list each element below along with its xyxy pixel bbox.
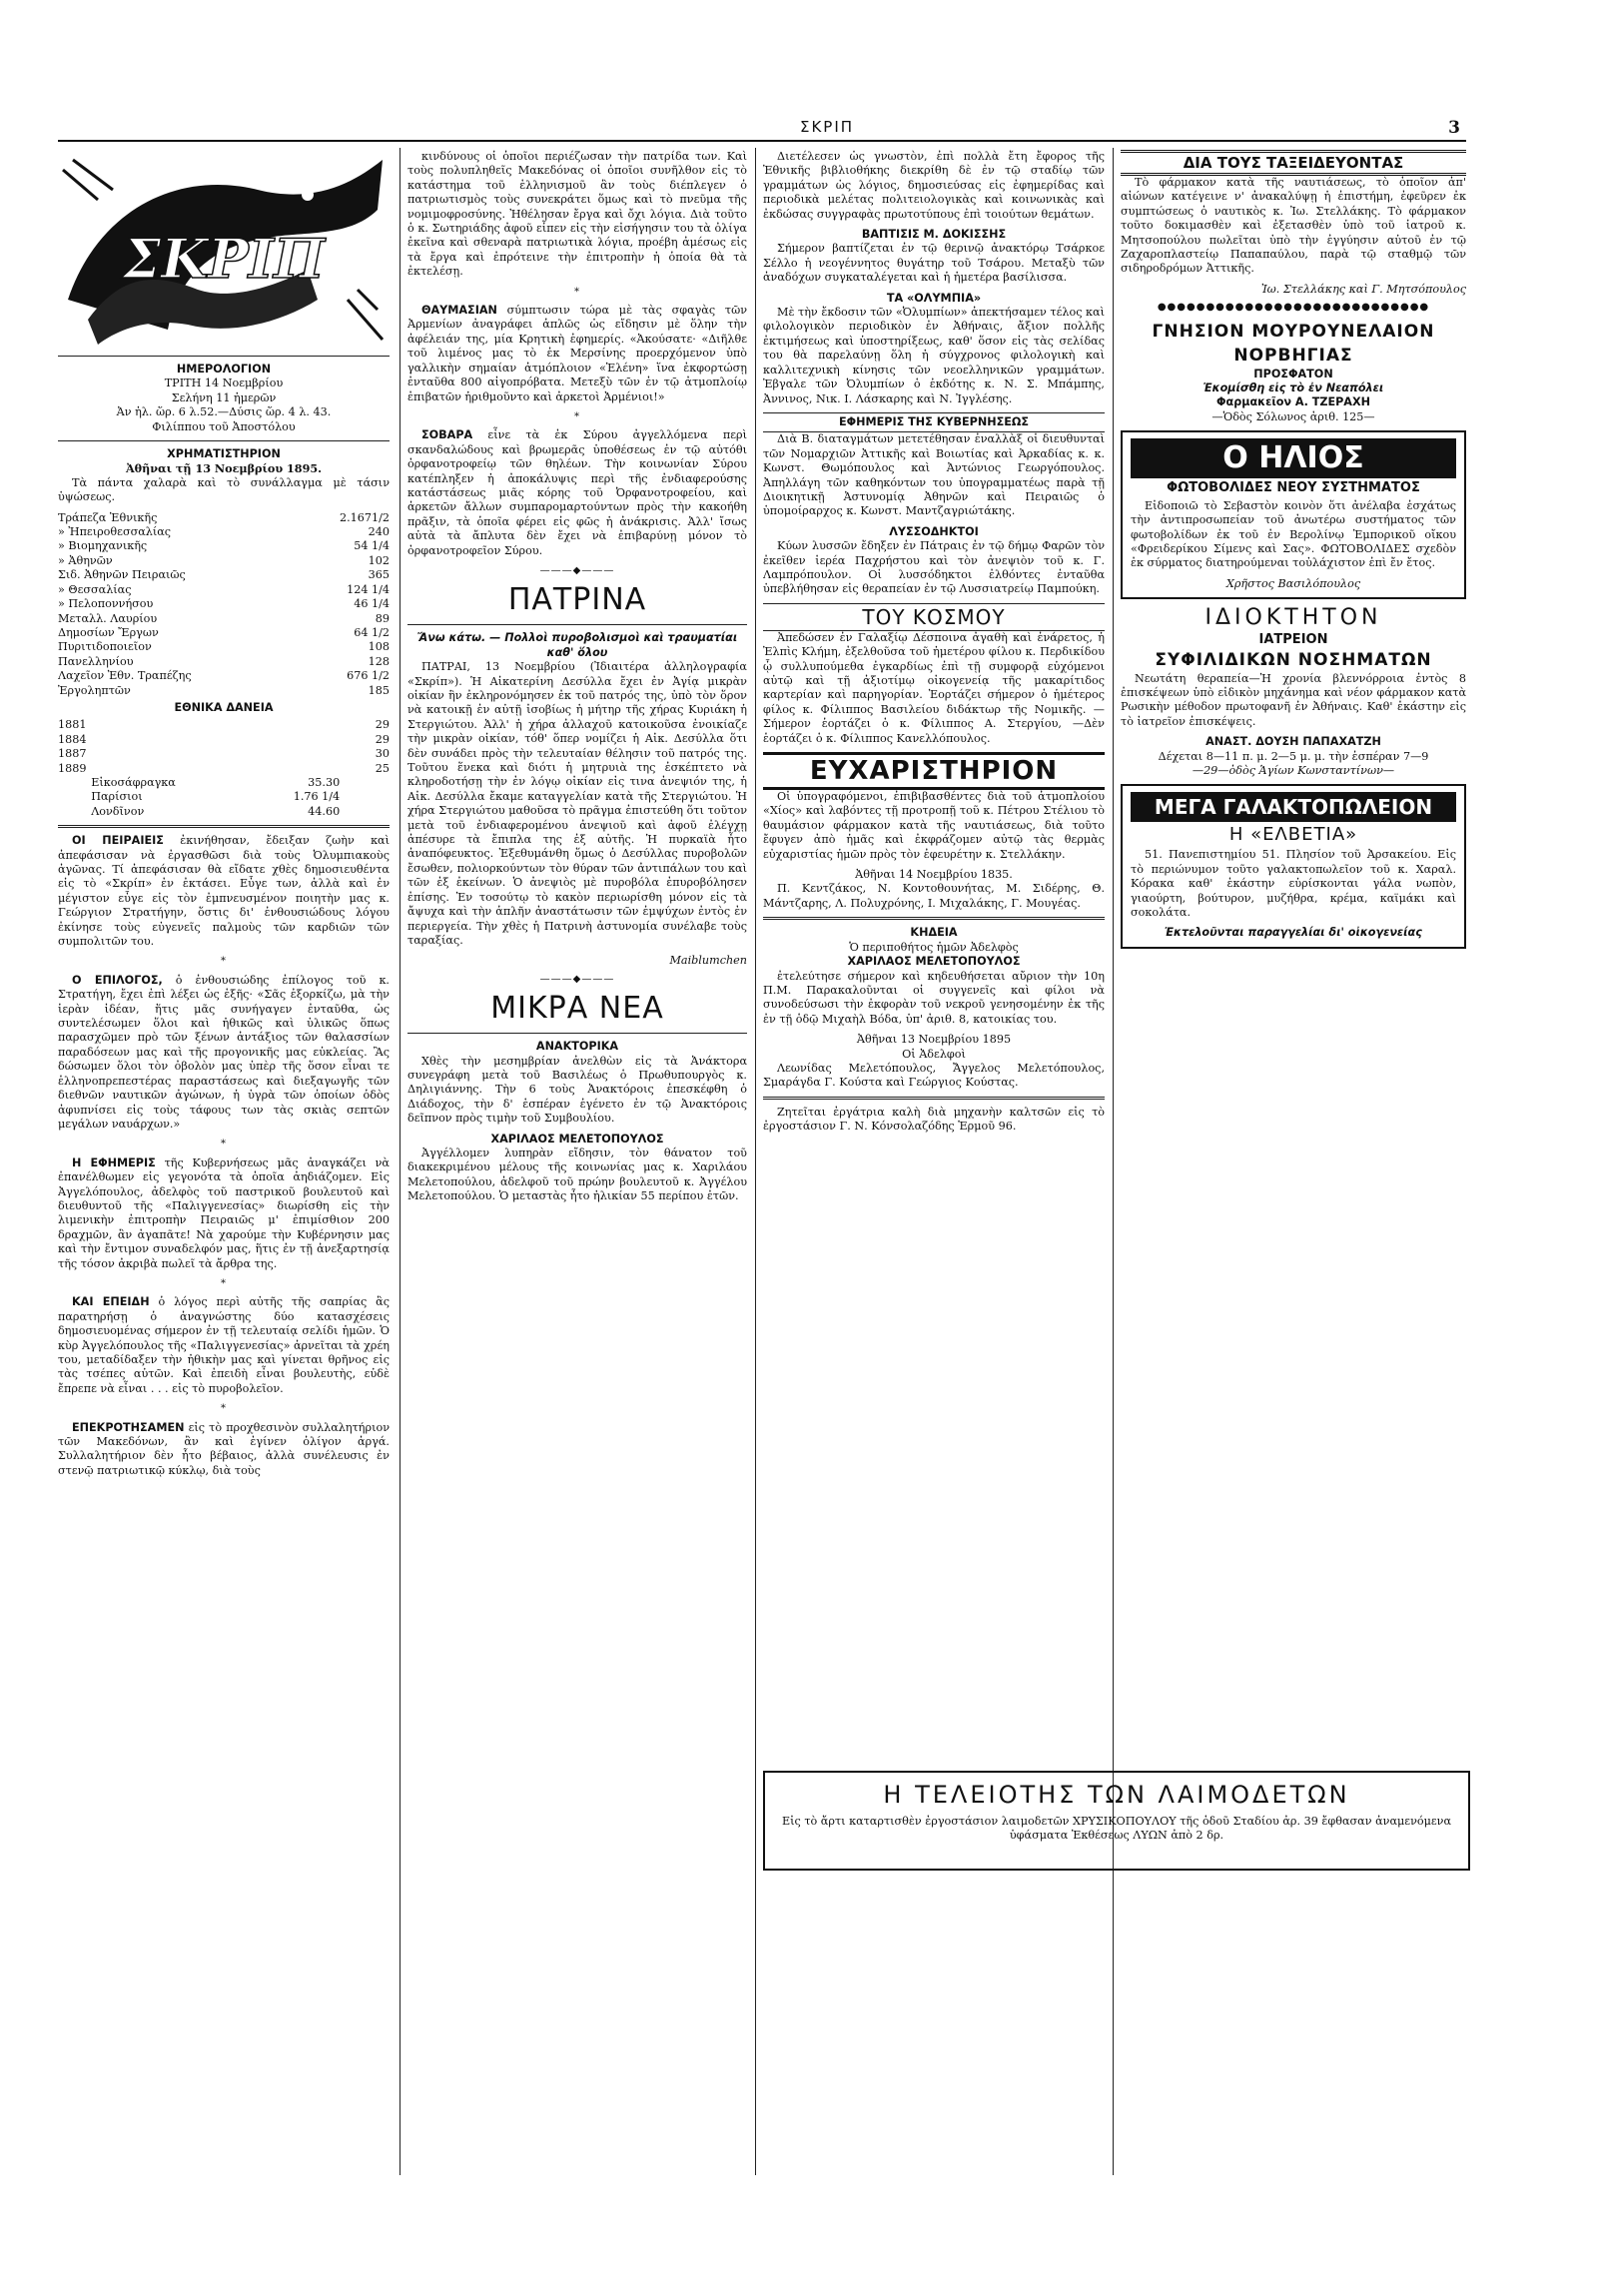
exchange-row-label: » Ἠπειροθεσσαλίας bbox=[58, 525, 172, 539]
epilogos-lead: Ο ΕΠΙΛΟΓΟΣ, bbox=[72, 973, 163, 987]
patrina-signature: Maiblumchen bbox=[669, 954, 747, 968]
ad5-text: 51. Πανεπιστημίου 51. Πλησίον τοῦ Ἀρσακείου. Εἰς τὸ περιώνυμον τοῦτο γαλακτοπωλεῖον τοῦ κ. Χαραλ. Κόρακα καθ' ἑκάστην εὑρίσκονται γάλα νωπὸν, γιαούρτη, βούτυρον, μυζήθρα, κρέμα, καϊμάκι καὶ σοκολάτα. bbox=[1131, 848, 1456, 919]
ad2-line: Ἐκομίσθη εἰς τὸ ἐν Νεαπόλει bbox=[1202, 382, 1384, 395]
thaumasian-text: σύμπτωσιν τώρα μὲ τὰς σφαγὰς τῶν Ἀρμενίων ἀναγράφει ἁπλῶς ὡς εἴδησιν μὲ ὅλην τὴν ἀφέλειάν της, μία Κρητικὴ ἐφημερίς. «Ἀκούσατε· «Διῆλθε τοῦ λιμένος μας τὸ ἐκ Μερσίνης προερχόμενον ὑπὸ γαλλικὴν σημαίαν ἀτμόπλοιον «Ἑλένη» ἵνα ἐκφορτώσῃ ἐνταῦθα 800 αἰγοπρόβατα. Μετεξὺ τῶν ἐν τῷ ἀτμοπλοίῳ ἐπιβατῶν ἠριθμοῦντο καὶ ἀρκετοὶ Ἀρμένιοι!» bbox=[407, 304, 747, 403]
loan-row-value: 29 bbox=[375, 718, 390, 732]
exchange-row bbox=[58, 525, 390, 539]
col2-text: κινδύνους οἱ ὁποῖοι περιέζωσαν τὴν πατρίδα των. Καὶ τοὺς πολυπληθεῖς Μακεδόνας οἱ ὁποῖοι συνῆλθον εἰς τὸ κατάστημα τοῦ ἑλληνισμοῦ ἂν τοὺς διέπλεγεν ὁ πατριωτισμὸς τοὺς συνεκράτει ὅμως καὶ τὸ πνεῦμα τῆς νομιμοφροσύνης. Ἠθέλησαν ἔργα καὶ ὄχι λόγια. Διὰ τοῦτο ὁ κ. Σωτηριάδης ἀφοῦ εἶπεν εἰς τὴν εἰσήγησιν του τὰ ὀλίγα ἐκεῖνα καὶ σθεναρὰ πατριωτικὰ λόγια, προέβη ἀμέσως εἰς τὰ ἔργα καὶ ἐπρότεινε τὴν ἐπιτροπὴν ἡ ὁποία θὰ τὰ ἐκτελέσῃ. bbox=[407, 150, 747, 279]
peiraieis-lead: ΟΙ ΠΕΙΡΑΙΕΙΣ bbox=[72, 834, 164, 848]
exchange-row bbox=[58, 568, 390, 582]
calendar-moon: Σελήνη 11 ἡμερῶν bbox=[171, 390, 277, 404]
ad5-title: ΜΕΓΑ ΓΑΛΑΚΤΟΠΩΛΕΙΟΝ bbox=[1131, 792, 1456, 822]
ad4-address: —29—ὁδὸς Ἁγίων Κωνσταντίνων— bbox=[1192, 763, 1395, 777]
kideia-name: ΧΑΡΙΛΑΟΣ ΜΕΛΕΤΟΠΟΥΛΟΣ bbox=[847, 955, 1021, 969]
exchange-row-value: 365 bbox=[368, 568, 390, 582]
column-3 bbox=[763, 150, 1105, 1141]
ad5-subtitle: Η «ΕΛΒΕΤΙΑ» bbox=[1228, 824, 1358, 846]
ad2-title: ΓΝΗΣΙΟΝ ΜΟΥΡΟΥΝΕΛΑΙΟΝ ΝΟΡΒΗΓΙΑΣ bbox=[1152, 321, 1435, 366]
exchange-row-label: Πανελληνίου bbox=[58, 654, 134, 668]
sovara-lead: ΣΟΒΑΡΑ bbox=[421, 428, 473, 442]
column-1: ΣΚΡΙΠ ΗΜΕΡΟΛΟΓΙΟΝ ΤΡΙΤΗ 14 Νοεμβρίου Σελήνη 11 ἡμερῶν Ἀν ἡλ. ὥρ. 6 λ.52.—Δύσις ὥρ. 4 λ. 43. Φιλίππου τοῦ Ἀποστόλου ΧΡΗΜΑΤΙΣΤΗΡΙΟΝ Ἀθῆναι τῇ 13 Νοεμβρίου 1895. Τὰ πάντα χαλαρὰ καὶ τὸ συνάλλαγμα μὲ τάσιν ὑψώσεως. Τράπεζα Ἐθνικῆς 2.1671/2 » Ἠπειροθεσσαλίας 240 » Βιομηχανικῆς 54 1/4 » Ἀθηνῶν 102 Σιδ. Ἀθηνῶν Πειραιῶς 365 » Θεσσαλίας 124 1/4 » Πελοποννήσου 46 1/4 Μεταλλ. Λαυρίου 89 Δημοσίων Ἔργων 64 1/2 Πυριτιδοποιεῖον 108 Πανελληνίου 128 Λαχεῖον Ἐθν. Τραπέζης 676 1/2 Ἐργοληπτῶν 185 ΕΘΝΙΚΑ ΔΑΝΕΙΑ 1881 29 1884 29 1887 30 1889 25 Εἰκοσάφραγκα 35.30 Παρίσιοι 1.76 1/4 Λονδῖνον 44.60 ΟΙ ΠΕΙΡΑΙΕΙΣ ἐκινήθησαν, ἔδειξαν ζωὴν καὶ ἀπεφάσισαν νὰ ἐργασθῶσι διὰ τοὺς Ὀλυμπιακοὺς ἀγῶνας. Τί ἀπεφάσισαν θὰ εἴδατε χθὲς δημοσιευθέντα εἰς τὸ «Σκρίπ» ἐν ἐκτάσει. Εὖγε των, ἀλλὰ καὶ ἐν μέγιστον εὖγε εἰς τὸν ἐμπνευσμένον ποιητὴν μας κ. Γεώργιον Στρατήγην, ὅστις δι' ἐνθουσιώδους λόγου ἐκίνησε τοὺς εὐγενεῖς παλμοὺς τῶν καρδιῶν τῶν συμπολιτῶν του. * Ο ΕΠΙΛΟΓΟΣ, ὁ ἐνθουσιώδης ἐπίλογος τοῦ κ. Στρατήγη, ἔχει ἐπὶ λέξει ὡς ἑξῆς· «Σᾶς ἐξορκίζω, μὰ τὴν ἱερὰν ἰδέαν, ἥτις μᾶς συνήγαγεν ἐνταῦθα, ὡς συντελέσωμεν ὅλοι καὶ ἠθικῶς καὶ ὑλικῶς ὅπως παρασχῶμεν πρὸ τῶν ξένων ἀντάξιος τῶν θαλασσίων παραδόσεων μας καὶ τῆς προγονικῆς μας εὐκλείας. Ἂς δώσωμεν ὅλοι τὸν ὀβολὸν μας ὑπὲρ τῆς ὅσον εἶναι τε ἑλληνοπρεπεστέρας παραστάσεως καὶ διεξαγωγῆς τῶν διεθνῶν ναυτικῶν ἀγώνων, ἡ ὑγρὰ τῶν ὁποίων ὁδὸς ἀφυπνίσει εἰς τοὺς τάφους των τὰς σκιὰς σεπτῶν μεγάλων ναυάρχων.» * Η ΕΦΗΜΕΡΙΣ τῆς Κυβερνήσεως μᾶς ἀναγκάζει νὰ ἐπανέλθωμεν εἰς γεγονότα τὰ ὁποῖα ἀηδιάζομεν. Εἰς Ἀγγελόπουλος, ἀδελφὸς τοῦ παστρικοῦ βουλευτοῦ καὶ διευθυντοῦ τῆς «Παλιγγενεσίας» διωρίσθη εἰς τὴν λιμενικὴν ἐπιτροπὴν Πειραιῶς μ' ἐπιμίσθιον 200 δραχμῶν, ἂν ἀγαπᾶτε! Νὰ χαρούμε τὴν Κυβέρνησιν μας καὶ τὴν ἔντιμον συναδελφόν μας, ἥτις ἐν τῇ ἀνεξαρτησίᾳ τῆς τόσον ἀκριβὰ πωλεῖ τὰ ἄρθρα της. * ΚΑΙ ΕΠΕΙΔΗ ὁ λόγος περὶ αὐτῆς τῆς σαπρίας ἂς παρατηρήσῃ ὁ ἀναγνώστης δύο κατασχέσεις δημοσιευομένας σήμερον ἐν τῇ τελευταίᾳ σελίδι ἡμῶν. Ὁ κὺρ Ἀγγελόπουλος τῆς «Παλιγγενεσίας» ἀρνεῖται τὰ χρέη του, μεταδίδαξεν τὴν ἠθικὴν μας καὶ γίνεται θρῆνος εἰς τὰς τσέπες αὐτῶν. Καὶ ἐπειδὴ εἶναι βουλευτὴς, εὐδὲ ἔπρεπε νὰ εἶναι . . . εἰς τὸ πυροβολεῖον. * ΕΠΕΚΡΟΤΗΣΑΜΕΝ εἰς τὸ προχθεσινὸν συλλαλητήριον τῶν Μακεδόνων, ἂν καὶ ἐγίνεν ὀλίγον ἀργά. Συλλαλητήριον δὲν ἦτο βέβαιος, ἀλλὰ συνέλευσις ἐν στενῷ πατριωτικῷ κύκλῳ, διὰ τοὺς bbox=[58, 150, 390, 1484]
patrina-title: ΠΑΤΡΙΝΑ bbox=[507, 582, 647, 618]
loans-title: ΕΘΝΙΚΑ ΔΑΝΕΙΑ bbox=[174, 700, 274, 714]
kideia-text: ἐτελεύτησε σήμερον καὶ κηδευθήσεται αὔριον τὴν 10η Π.Μ. Παρακαλοῦνται οἱ συγγενεῖς καὶ φίλοι νὰ συνοδεύσωσι τὴν ἐκφορὰν τοῦ νεκροῦ γενησομένην ἐκ τῆς ἐν τῇ ὁδῷ Μιχαὴλ Βόδα, ὑπ' ἀριθ. 8, κατοικίας του. bbox=[763, 969, 1105, 1026]
exchange-row-label: » Βιομηχανικῆς bbox=[58, 539, 148, 553]
exchange-row-label: Τράπεζα Ἐθνικῆς bbox=[58, 510, 158, 524]
lyssodiktoi-text: Κύων λυσσῶν ἔδηξεν ἐν Πάτραις ἐν τῷ δήμῳ Φαρῶν τὸν ἐκεῖθεν ἱερέα Παχρήστου καὶ τὸν ἀνεψιὸν τοῦ κ. Γ. Λαμπρόπουλον. Οἱ λυσσόδηκτοι ἐλθόντες ἐνταῦθα ὑπεβλήθησαν εἰς θεραπείαν ἐν τῷ Λυσσιατρείῳ Παμπούκη. bbox=[763, 539, 1105, 596]
lyssodiktoi-title: ΛΥΣΣΟΔΗΚΤΟΙ bbox=[889, 524, 979, 538]
exchange-row bbox=[58, 655, 390, 669]
olympia-title: ΤΑ «ΟΛΥΜΠΙΑ» bbox=[886, 291, 982, 305]
ad1-signature: Ἰω. Στελλάκης καὶ Γ. Μητσόπουλος bbox=[1260, 282, 1466, 296]
exchange-row-value: 2.1671/2 bbox=[339, 510, 390, 524]
ad4-doctor: ΑΝΑΣΤ. ΔΟΥΣΗ ΠΑΠΑΧΑΤΖΗ bbox=[1205, 735, 1381, 749]
ad3-signature: Χρῆστος Βασιλόπουλος bbox=[1225, 576, 1361, 590]
fx-row bbox=[91, 776, 340, 790]
exchange-row-label: Δημοσίων Ἔργων bbox=[58, 625, 159, 639]
bottom-advertisement bbox=[763, 1771, 1470, 1871]
calendar-sun: Ἀν ἡλ. ὥρ. 6 λ.52.—Δύσις ὥρ. 4 λ. 43. bbox=[116, 405, 332, 419]
bottom-ad-text: Εἰς τὸ ἄρτι καταρτισθὲν ἐργοστάσιον λαιμοδετῶν ΧΡΥΣΙΚΟΠΟΥΛΟΥ τῆς ὁδοῦ Σταδίου ἀρ. 39 ἔφθασαν ἀναμενόμενα ὑφάσματα Ἐκθέσεως ΛΥΩΝ ἀπὸ 2 δρ. bbox=[781, 1815, 1452, 1843]
exchange-row bbox=[58, 640, 390, 654]
exchange-row-value: 124 1/4 bbox=[347, 582, 390, 596]
exchange-row bbox=[58, 669, 390, 683]
efxaristirion-date: Ἀθῆναι 14 Νοεμβρίου 1835. bbox=[855, 868, 1013, 882]
olympia-text: Μὲ τὴν ἔκδοσιν τῶν «Ὀλυμπίων» ἀπεκτήσαμεν τέλος καὶ φιλολογικὸν περιοδικὸν ἐν Ἀθήναις, ἄξιον πολλῆς ἐκτιμήσεως καὶ ὑποστηρίξεως, καθ' ὅσον εἰς τὰς σελίδας του θὰ παρελαύνῃ ὅλη ἡ σύγχρονος φιλολογικὴ καὶ καλλιτεχνικὴ κίνησις τῶν νεοελληνικῶν γραμμάτων. Ἐβγαλε τῶν Ὀλυμπίων ὁ ἐκδότης κ. Ν. Σ. Μπάμπης, Ἀννινος, Νικ. Ι. Λάσκαρης καὶ Ν. Ἰγγλέσης. bbox=[763, 306, 1105, 405]
exchange-row-value: 185 bbox=[368, 683, 390, 697]
anaktorika-text: Χθὲς τὴν μεσημβρίαν ἀνελθὼν εἰς τὰ Ἀνάκτορα συνεγράφη μετὰ τοῦ Βασιλέως ὁ Πρωθυπουργὸς κ. Δηλιγιάννης. Τὴν 6 τοὺς Ἀνακτόροις ἐπεσκέφθη ὁ Διάδοχος, τὴν δ' ἑσπέραν ἐγένετο ἐν τῷ Ἀνακτόροις δεῖπνον πρὸς τιμὴν τοῦ Συμβουλίου. bbox=[407, 1054, 747, 1126]
exchange-row bbox=[58, 539, 390, 553]
exchange-row-value: 54 1/4 bbox=[354, 539, 390, 553]
ad3-box bbox=[1121, 430, 1466, 599]
exchange-row-label: » Πελοποννήσου bbox=[58, 597, 154, 611]
loan-row bbox=[58, 762, 390, 776]
exchange-row bbox=[58, 511, 390, 525]
loan-row-value: 29 bbox=[375, 732, 390, 746]
fx-row-value: 35.30 bbox=[308, 775, 341, 789]
loan-row bbox=[58, 747, 390, 761]
column-rule bbox=[755, 148, 756, 2175]
ad2-pharmacy: Φαρμακεῖον Α. ΤΖΕΡΑΧΗ bbox=[1216, 395, 1370, 409]
exchange-row bbox=[58, 583, 390, 597]
exchange-row-value: 128 bbox=[368, 654, 390, 668]
fx-table bbox=[91, 776, 340, 819]
ad4-title: ΙΔΙΟΚΤΗΤΟΝ bbox=[1204, 605, 1382, 631]
death-title: ΧΑΡΙΛΑΟΣ ΜΕΛΕΤΟΠΟΥΛΟΣ bbox=[490, 1132, 664, 1146]
exchange-row-value: 676 1/2 bbox=[347, 669, 390, 683]
kideia-signed: Οἱ Ἀδελφοὶ bbox=[902, 1047, 966, 1061]
kai-epeidi-text: ὁ λόγος περὶ αὐτῆς τῆς σαπρίας ἂς παρατηρήσῃ ὁ ἀναγνώστης δύο κατασχέσεις δημοσιευομένας σήμερον ἐν τῇ τελευταίᾳ σελίδι ἡμῶν. Ὁ κὺρ Ἀγγελόπουλος τῆς «Παλιγγενεσίας» ἀρνεῖται τὰ χρέη του, μεταδίδαξεν τὴν ἠθικὴν μας καὶ γίνεται θρῆνος εἰς τὰς τσέπες αὐτῶν. Καὶ ἐπειδὴ εἶναι βουλευτὴς, εὐδὲ ἔπρεπε νὰ εἶναι . . . εἰς τὸ πυροβολεῖον. bbox=[58, 1295, 390, 1395]
page-number: 3 bbox=[1448, 118, 1460, 138]
kai-epeidi-lead: ΚΑΙ ΕΠΕΙΔΗ bbox=[72, 1295, 150, 1309]
ad1-text: Τὸ φάρμακον κατὰ τῆς ναυτιάσεως, τὸ ὁποῖον ἀπ' αἰώνων κατέγεινε ν' ἀνακαλύψῃ ἡ ἐπιστήμη, ἐφεῦρεν ἐκ συμπτώσεως ὁ ναυτικὸς κ. Ἰω. Στελλάκης. Τὸ φάρμακον τοῦτο δοκιμασθὲν καὶ ἐξετασθὲν ὑπὸ τοῦ ἰατροῦ κ. Μητσοπούλου πωλεῖται ὑπὸ τὴν ἐγγύησιν αὐτοῦ ἐν τῷ Ζαχαροπλαστείῳ Παπαπαύλου, παρὰ τῷ σταθμῷ τῶν σιδηροδρόμων Ἀττικῆς. bbox=[1121, 176, 1466, 276]
exchange-row-label: Πυριτιδοποιεῖον bbox=[58, 640, 152, 654]
thaumasian-lead: ΘΑΥΜΑΣΙΑΝ bbox=[421, 304, 497, 318]
patrina-subtitle: Ἄνω κάτω. — Πολλοὶ πυροβολισμοὶ καὶ τραυματίαι καθ' ὅλου bbox=[416, 631, 738, 659]
ad1-title: ΔΙΑ ΤΟΥΣ ΤΑΞΕΙΔΕΥΟΝΤΑΣ bbox=[1121, 150, 1466, 176]
exchange-row bbox=[58, 626, 390, 640]
exchange-row bbox=[58, 684, 390, 698]
exchange-row-value: 89 bbox=[375, 611, 390, 625]
ad3-text: Εἰδοποιῶ τὸ Σεβαστὸν κοινὸν ὅτι ἀνέλαβα ἐσχάτως τὴν ἀντιπροσωπείαν τοῦ ἀνωτέρω συστήματος τῶν φωτοβολίδων ἐκ τοῦ ἐν Βερολίνῳ Ἐμπορικοῦ οἴκου «Φρειδερίκου Σίμενς καὶ Σας». ΦΩΤΟΒΟΛΙΔΕΣ σχεδὸν ἐκ σύρματος διατηρούμεναι τοὐλάχιστον ἐπὶ ἔν ἔτος. bbox=[1131, 498, 1456, 570]
exchange-row-label: Σιδ. Ἀθηνῶν Πειραιῶς bbox=[58, 568, 186, 582]
ad4-hours: Δέχεται 8—11 π. μ. 2—5 μ. μ. τὴν ἑσπέραν 7—9 bbox=[1158, 749, 1429, 763]
patrina-text: ΠΑΤΡΑΙ, 13 Νοεμβρίου (Ἰδιαιτέρα ἀλληλογραφία «Σκρίπ»). Ἡ Αἰκατερίνη Δεσύλλα ἔχει ἐν Ἀγίᾳ μικρὰν οἰκίαν ἣν ἐκληρονόμησεν ἐκ τοῦ πατρός της, ὑπὸ τὸν ὅρον νὰ κατοικῇ ἐν αὐτῇ ἰσοβίως ἡ μήτηρ τῆς χήρας Κυριάκη ἡ Στεργιώτου. Ἀλλ' ἡ χήρα ἀλλαχοῦ κατοικοῦσα ἐνοικίαζε τὴν μικρὰν οἰκίαν, τόθ' ὅπερ νομίζει ἡ Αἰκ. Δεσύλλα ὅτι δὲν συνάδει πρὸς τὴν τελευταίαν θέλησιν τοῦ πατρός της. Τοῦτου ἕνεκα καὶ διότι ἡ μητρυιὰ της ἐσκέπτετο νὰ κληροδοτήσῃ τὴν ἐν λόγῳ οἰκίαν εἰς τινα ἀνεψιόν της, ἡ Αἰκ. Δεσύλλα ἔκαμε καταγγελίαν κατὰ τῆς Στεργιώτου. Ἡ χήρα Στεργιώτου μαθοῦσα τὸ πρᾶγμα ἐπιστεύθη ὅτι τοῦτον μετὰ τοῦ ἐνδιαφερομένου ἀνεψιοῦ καὶ ἀφοῦ ἐλέγχῃ ἀπέσυρε τὰ ἔπιπλα της ἐξ αὐτῆς. Ἡ πυρκαϊὰ ἦτο ἀναπόφευκτος. Ἐξεθυμάνθη ὅμως ὁ Δεσύλλας πυροβολῶν ἔσωθεν, πολιορκούντων τὸν θύραν τῶν ἀντιπάλων του καὶ τῶν ἐξ ἐκείνων. Ὁ ἀνεψιὸς μὲ πυροβόλα ἐπυροβόλησεν ἐπίσης. Ἐν τοσούτῳ τὸ κακὸν περιωρίσθη μόνον εἰς τὰ ἄψυχα καὶ τὴν ἁπλῆν ἀναστάτωσιν τῶν ἐμψύχων ἐντὸς ἐν περιεργεία. Τὴν χθὲς ἡ Πατρινὴ ἀστυνομία συνέλαβε τοὺς ταραξίας. bbox=[407, 660, 747, 947]
death-text: Ἀγγέλλομεν λυπηρὰν εἴδησιν, τὸν θάνατον τοῦ διακεκριμένου μέλους τῆς κοινωνίας μας κ. Χαριλάου Μελετοπούλου, ἀδελφοῦ τοῦ πρώην βουλευτοῦ κ. Ἀγγέλου Μελετοπούλου. Ὁ μεταστὰς ἦτο ἡλικίαν 55 περίπου ἐτῶν. bbox=[407, 1146, 747, 1203]
sovara-text: εἶνε τὰ ἐκ Σύρου ἀγγελλόμενα περὶ σκανδαλώδους καὶ βρωμερᾶς ὑποθέσεως ἐν τῷ αὐτόθι ὀρφανοτροφείῳ τῶν θηλέων. Τὴν κοινωνίαν Σύρου κατέπληξεν ἡ ἀποκάλυψις περὶ τῆς ἐνδιαφερούσης κατάστάσεως μιᾶς κόρης τοῦ Ὀρφανοτροφείου, καὶ ἀρκετῶν ἄλλων συμπαρομαρτούντων πρὸς τὴν κακοήθη πρᾶξιν, τὰ ὁποῖα φέρει εἰς φῶς ἡ ἀνάκρισις. Ἀλλ' ἴσως αὐτὰ τὰ ἄπλυτα δὲν ἔχει νὰ ἐπιβαρύνῃ μόνον τὸ ὀρφανοτροφεῖον Σύρου. bbox=[407, 428, 747, 557]
loan-row-label: 1887 bbox=[58, 747, 87, 761]
kideia-intro: Ὁ περιποθήτος ἡμῶν Ἀδελφὸς bbox=[849, 940, 1019, 954]
ad5-box bbox=[1121, 784, 1466, 948]
loan-row-value: 30 bbox=[375, 747, 390, 761]
fx-row-value: 44.60 bbox=[308, 804, 341, 818]
running-head: ΣΚΡΙΠ bbox=[799, 118, 855, 136]
epekrotisamen-lead: ΕΠΕΚΡΟΤΗΣΑΜΕΝ bbox=[72, 1420, 185, 1434]
ad2-subtitle: ΠΡΟΣΦΑΤΟΝ bbox=[1253, 367, 1333, 381]
exchange-row-label: » Ἀθηνῶν bbox=[58, 553, 113, 567]
exchange-row-label: Μεταλλ. Λαυρίου bbox=[58, 611, 158, 625]
fx-row bbox=[91, 805, 340, 819]
column-rule bbox=[1113, 148, 1114, 2175]
mikra-nea-title: ΜΙΚΡΑ ΝΕΑ bbox=[490, 991, 664, 1027]
logo-wordmark: ΣΚΡΙΠ bbox=[123, 227, 325, 291]
loan-row-label: 1889 bbox=[58, 761, 87, 775]
fx-row-label: Εἰκοσάφραγκα bbox=[91, 775, 176, 789]
loan-row bbox=[58, 733, 390, 747]
exchange-table bbox=[58, 511, 390, 698]
anaktorika-title: ΑΝΑΚΤΟΡΙΚΑ bbox=[535, 1040, 619, 1054]
loan-row bbox=[58, 718, 390, 732]
loans-table bbox=[58, 718, 390, 776]
epekrotisamen-text: εἰς τὸ προχθεσινὸν συλλαλητήριον τῶν Μακεδόνων, ἂν καὶ ἐγίνεν ὀλίγον ἀργά. Συλλαλητήριον δὲν ἦτο βέβαιος, ἀλλὰ συνέλευσις ἐν στενῷ πατριωτικῷ κύκλῳ, διὰ τοὺς bbox=[58, 1420, 390, 1477]
ad4-text: Νεωτάτη θεραπεία—Ἡ χρονία βλεννόρροια ἐντὸς 8 ἐπισκέψεων ὑπὸ εἰδικὸν μηχάνημα καὶ νέον φάρμακον κατὰ Ρωσικὴν μέθοδον πρωτοφανῆ ἐν Ἀθήναις. Καθ' ἑκάστην εἰς τὸ ἰατρεῖον ἐπισκέψεις. bbox=[1121, 671, 1466, 728]
peiraieis-text: ἐκινήθησαν, ἔδειξαν ζωὴν καὶ ἀπεφάσισαν νὰ ἐργασθῶσι διὰ τοὺς Ὀλυμπιακοὺς ἀγῶνας. Τί ἀπεφάσισαν θὰ εἴδατε χθὲς δημοσιευθέντα εἰς τὸ «Σκρίπ» ἐν ἐκτάσει. Εὖγε των, ἀλλὰ καὶ ἐν μέγιστον εὖγε εἰς τὸν ἐμπνευσμένον ποιητὴν μας κ. Γεώργιον Στρατήγην, ὅστις δι' ἐνθουσιώδους λόγου ἐκίνησε τοὺς εὐγενεῖς παλμοὺς τῶν καρδιῶν τῶν συμπολιτῶν του. bbox=[58, 834, 390, 949]
kideia-title: ΚΗΔΕΙΑ bbox=[910, 926, 958, 940]
ad4-subtitle: ΙΑΤΡΕΙΟΝ bbox=[1258, 632, 1328, 648]
kosmou-title: ΤΟΥ ΚΟΣΜΟΥ bbox=[763, 603, 1105, 631]
loan-row-value: 25 bbox=[375, 761, 390, 775]
col3-text: Διετέλεσεν ὡς γνωστὸν, ἐπὶ πολλὰ ἔτη ἔφορος τῆς Ἐθνικῆς βιβλιοθήκης διεκρίθη δὲ ἐν τῷ σταδίῳ τῶν γραμμάτων ὡς λόγιος, δημοσιεύσας εἰς ἐφημερίδας καὶ περιοδικὰ μελέτας πολιτειολογικὰς καὶ κοινωνικὰς καὶ ἐκδώσας συγγραφὰς πρωτοτύπους ἐπὶ τοιούτων θεμάτων. bbox=[763, 150, 1105, 221]
efxaristirion-title: ΕΥΧΑΡΙΣΤΗΡΙΟΝ bbox=[763, 752, 1105, 790]
fx-row-value: 1.76 1/4 bbox=[293, 790, 341, 804]
kideia-names: Λεωνίδας Μελετόπουλος, Ἄγγελος Μελετόπουλος, Σμαράγδα Γ. Κούστα καὶ Γεώργιος Κούστας. bbox=[763, 1061, 1105, 1090]
epilogos-text: ὁ ἐνθουσιώδης ἐπίλογος τοῦ κ. Στρατήγη, ἔχει ἐπὶ λέξει ὡς ἑξῆς· «Σᾶς ἐξορκίζω, μὰ τὴν ἱερὰν ἰδέαν, ἥτις μᾶς συνήγαγεν ἐνταῦθα, ὡς συντελέσωμεν ὅλοι καὶ ἠθικῶς καὶ ὑλικῶς ὅπως παρασχῶμεν πρὸ τῶν ξένων ἀντάξιος τῶν θαλασσίων παραδόσεων μας καὶ τῆς προγονικῆς μας εὐκλείας. Ἂς δώσωμεν ὅλοι τὸν ὀβολὸν μας ὑπὲρ τῆς ὅσον εἶναι τε ἑλληνοπρεπεστέρας παραστάσεως καὶ διεξαγωγῆς τῶν διεθνῶν ναυτικῶν ἀγώνων, ἡ ὑγρὰ τῶν ὁποίων ὁδὸς ἀφυπνίσει εἰς τοὺς τάφους των τὰς σκιὰς σεπτῶν μεγάλων ναυάρχων.» bbox=[58, 973, 390, 1131]
fx-row-label: Λονδῖνον bbox=[91, 804, 145, 818]
ad3-title: Ο ΗΛΙΟΣ bbox=[1131, 438, 1456, 478]
exchange-row bbox=[58, 612, 390, 626]
exchange-row-value: 46 1/4 bbox=[354, 597, 390, 611]
baptisis-title: ΒΑΠΤΙΣΙΣ Μ. ΔΟΚΙΣΣΗΣ bbox=[861, 228, 1007, 242]
exchange-title: ΧΡΗΜΑΤΙΣΤΗΡΙΟΝ bbox=[167, 447, 281, 461]
calendar-saint: Φιλίππου τοῦ Ἀποστόλου bbox=[152, 419, 296, 433]
exchange-row-value: 64 1/2 bbox=[354, 625, 390, 639]
fx-row-label: Παρίσιοι bbox=[91, 790, 143, 804]
kosmou-text: Ἀπεδώσεν ἐν Γαλαξίῳ Δέσποινα ἀγαθὴ καὶ ἐνάρετος, ἡ Ἐλπὶς Κλήμη, ἐξελθοῦσα τοῦ ἡμετέρου φίλου κ. Περδικίδου ᾧ συλλυπούμεθα ἐγκαρδίως ἐπὶ τῇ συμφορᾷ εὐχόμενοι αὐτῷ καὶ τῇ ἀξιοτίμῳ οἰκογενείᾳ τῆς μακαρίτιδος καρτερίαν καὶ παρηγορίαν. Ἑορτάζει σήμερον ὁ ἡμέτερος φίλος κ. Φίλιππος Βασιλείου διδάκτωρ τῆς Νομικῆς. —Σήμερον ἑορτάζει ὁ κ. Φίλιππος Α. Στεργίου, —Δὲν ἑορτάζει ὁ κ. Φίλιππος Κανελλόπουλος. bbox=[763, 630, 1105, 745]
exchange-row-label: Ἐργοληπτῶν bbox=[58, 683, 131, 697]
calendar-title: ΗΜΕΡΟΛΟΓΙΟΝ bbox=[176, 363, 272, 376]
newspaper-page bbox=[58, 118, 1466, 2195]
ad4-title2: ΣΥΦΙΛΙΔΙΚΩΝ ΝΟΣΗΜΑΤΩΝ bbox=[1155, 649, 1432, 670]
zitoyntai-text: Ζητεῖται ἐργάτρια καλὴ διὰ μηχανὴν καλτσῶν εἰς τὸ ἐργοστάσιον Γ. Ν. Κόνσολαζόδης Ἑρμοῦ 96. bbox=[763, 1105, 1105, 1134]
exchange-row-value: 240 bbox=[368, 525, 390, 539]
exchange-intro: Τὰ πάντα χαλαρὰ καὶ τὸ συνάλλαγμα μὲ τάσιν ὑψώσεως. bbox=[58, 475, 390, 504]
column-2: κινδύνους οἱ ὁποῖοι περιέζωσαν τὴν πατρίδα των. Καὶ τοὺς πολυπληθεῖς Μακεδόνας οἱ ὁποῖοι συνῆλθον εἰς τὸ κατάστημα τοῦ ἑλληνισμοῦ ἂν τοὺς διέπλεγεν ὁ πατριωτισμὸς τοὺς συνεκράτει ὅμως καὶ τὸ πνεῦμα τῆς νομιμοφροσύνης. Ἠθέλησαν ἔργα καὶ ὄχι λόγια. Διὰ τοῦτο ὁ κ. Σωτηριάδης ἀφοῦ εἶπεν εἰς τὴν εἰσήγησιν του τὰ ὀλίγα ἐκεῖνα καὶ σθεναρὰ πατριωτικὰ λόγια, προέβη ἀμέσως εἰς τὰ ἔργα καὶ ἐπρότεινε τὴν ἐπιτροπὴν ἡ ὁποία θὰ τὰ ἐκτελέσῃ. * ΘΑΥΜΑΣΙΑΝ σύμπτωσιν τώρα μὲ τὰς σφαγὰς τῶν Ἀρμενίων ἀναγράφει ἁπλῶς ὡς εἴδησιν μὲ ὅλην τὴν ἀφέλειάν της, μία Κρητικὴ ἐφημερίς. «Ἀκούσατε· «Διῆλθε τοῦ λιμένος μας τὸ ἐκ Μερσίνης προερχόμενον ὑπὸ γαλλικὴν σημαίαν ἀτμόπλοιον «Ἑλένη» ἵνα ἐκφορτώσῃ ἐνταῦθα 800 αἰγοπρόβατα. Μετεξὺ τῶν ἐν τῷ ἀτμοπλοίῳ ἐπιβατῶν ἠριθμοῦντο καὶ ἀρκετοὶ Ἀρμένιοι!» * ΣΟΒΑΡΑ εἶνε τὰ ἐκ Σύρου ἀγγελλόμενα περὶ σκανδαλώδους καὶ βρωμερᾶς ὑποθέσεως ἐν τῷ αὐτόθι ὀρφανοτροφείῳ τῶν θηλέων. Τὴν κοινωνίαν Σύρου κατέπληξεν ἡ ἀποκάλυψις περὶ τῆς ἐνδιαφερούσης κατάστάσεως μιᾶς κόρης τοῦ Ὀρφανοτροφείου, καὶ ἀρκετῶν ἄλλων συμπαρομαρτούντων πρὸς τὴν κακοήθη πρᾶξιν, τὰ ὁποῖα φέρει εἰς φῶς ἡ ἀνάκρισις. Ἀλλ' ἴσως αὐτὰ τὰ ἄπλυτα δὲν ἔχει νὰ ἐπιβαρύνῃ μόνον τὸ ὀρφανοτροφεῖον Σύρου. ———◆——— ΠΑΤΡΙΝΑ Ἄνω κάτω. — Πολλοὶ πυροβολισμοὶ καὶ τραυματίαι καθ' ὅλου ΠΑΤΡΑΙ, 13 Νοεμβρίου (Ἰδιαιτέρα ἀλληλογραφία «Σκρίπ»). Ἡ Αἰκατερίνη Δεσύλλα ἔχει ἐν Ἀγίᾳ μικρὰν οἰκίαν ἣν ἐκληρονόμησεν ἐκ τοῦ πατρός της, ὑπὸ τὸν ὅρον νὰ κατοικῇ ἐν αὐτῇ ἰσοβίως ἡ μήτηρ τῆς χήρας Κυριάκη ἡ Στεργιώτου. Ἀλλ' ἡ χήρα ἀλλαχοῦ κατοικοῦσα ἐνοικίαζε τὴν μικρὰν οἰκίαν, τόθ' ὅπερ νομίζει ἡ Αἰκ. Δεσύλλα ὅτι δὲν συνάδει πρὸς τὴν τελευταίαν θέλησιν τοῦ πατρός της. Τοῦτου ἕνεκα καὶ διότι ἡ μητρυιὰ της ἐσκέπτετο νὰ κληροδοτήσῃ τὴν ἐν λόγῳ οἰκίαν εἰς τινα ἀνεψιόν της, ἡ Αἰκ. Δεσύλλα ἔκαμε καταγγελίαν κατὰ τῆς Στεργιώτου. Ἡ χήρα Στεργιώτου μαθοῦσα τὸ πρᾶγμα ἐπιστεύθη ὅτι τοῦτον μετὰ τοῦ ἐνδιαφερομένου ἀνεψιοῦ καὶ ἀφοῦ ἐλέγχῃ ἀπέσυρε τὰ ἔπιπλα της ἐξ αὐτῆς. Ἡ πυρκαϊὰ ἦτο ἀναπόφευκτος. Ἐξεθυμάνθη ὅμως ὁ Δεσύλλας πυροβολῶν ἔσωθεν, πολιορκούντων τὸν θύραν τῶν ἀντιπάλων του καὶ τῶν ἐξ ἐκείνων. Ὁ ἀνεψιὸς μὲ πυροβόλα ἐπυροβόλησεν ἐπίσης. Ἐν τοσούτῳ τὸ κακὸν περιωρίσθη μόνον εἰς τὰ ἄψυχα καὶ τὴν ἁπλῆν ἀναστάτωσιν τῶν ἐμψύχων ἐντὸς ἐν περιεργεία. Τὴν χθὲς ἡ Πατρινὴ ἀστυνομία συνέλαβε τοὺς ταραξίας. Maiblumchen ———◆——— ΜΙΚΡΑ ΝΕΑ ΑΝΑΚΤΟΡΙΚΑ Χθὲς τὴν μεσημβρίαν ἀνελθὼν εἰς τὰ Ἀνάκτορα συνεγράφη μετὰ τοῦ Βασιλέως ὁ Πρωθυπουργὸς κ. Δηλιγιάννης. Τὴν 6 τοὺς Ἀνακτόροις ἐπεσκέφθη ὁ Διάδοχος, τὴν δ' ἑσπέραν ἐγένετο ἐν τῷ Ἀνακτόροις δεῖπνον πρὸς τιμὴν τοῦ Συμβουλίου. ΧΑΡΙΛΑΟΣ ΜΕΛΕΤΟΠΟΥΛΟΣ Ἀγγέλλομεν λυπηρὰν εἴδησιν, τὸν θάνατον τοῦ διακεκριμένου μέλους τῆς κοινωνίας μας κ. Χαριλάου Μελετοπούλου, ἀδελφοῦ τοῦ πρώην βουλευτοῦ κ. Ἀγγέλου Μελετοπούλου. Ὁ μεταστὰς ἦτο ἡλικίαν 55 περίπου ἐτῶν. bbox=[407, 150, 747, 1203]
exchange-row bbox=[58, 554, 390, 568]
kyverniseos-text: Διὰ Β. διαταγμάτων μετετέθησαν ἐναλλὰξ οἱ διευθυνταὶ τῶν Νομαρχιῶν Ἀττικῆς καὶ Βοιωτίας καὶ Ἀρκαδίας κ. κ. Κωνστ. Θωμόπουλος καὶ Ἀντώνιος Γεωργόπουλος. Ἀπηλλάγη τῶν καθηκόντων του ὑπογραμματέως παρὰ τῇ Διοικητικῇ Ἀστυνομίᾳ Ἀθηνῶν καὶ Πειραιῶς ὁ ὑπομοίραρχος κ. Κωνστ. Μαντζαγριώτάκης. bbox=[763, 432, 1105, 518]
efxaristirion-names: Π. Κεντζάκος, Ν. Κοντοθουνήτας, Μ. Σιδέρης, Θ. Μάντζαρης, Λ. Πολυχρόνης, Ι. Μιχαλάκης, Γ. Μουγέας. bbox=[763, 882, 1105, 910]
dragon-logo-illustration bbox=[58, 150, 390, 350]
ad5-signature: Ἐκτελοῦνται παραγγελίαι δι' οἰκογενείας bbox=[1165, 926, 1422, 940]
baptisis-text: Σήμερον βαπτίζεται ἐν τῷ θερινῷ ἀνακτόρῳ Τσάρκοε Σέλλο ἡ νεογέννητος θυγάτηρ τοῦ Τσάρου. Μεταξὺ τῶν ἀναδόχων συγκαταλέγεται καὶ ἡ ἡμετέρα βασίλισσα. bbox=[763, 242, 1105, 285]
calendar-day: ΤΡΙΤΗ 14 Νοεμβρίου bbox=[164, 377, 284, 390]
masthead-logo bbox=[58, 150, 390, 350]
efimeris-lead: Η ΕΦΗΜΕΡΙΣ bbox=[72, 1155, 156, 1169]
loan-row-label: 1884 bbox=[58, 732, 87, 746]
kideia-date: Ἀθῆναι 13 Νοεμβρίου 1895 bbox=[856, 1033, 1012, 1047]
bottom-ad-title: Η ΤΕΛΕΙΟΤΗΣ ΤΩΝ ΛΑΙΜΟΔΕΤΩΝ bbox=[883, 1781, 1350, 1809]
exchange-row-value: 102 bbox=[368, 553, 390, 567]
exchange-row bbox=[58, 597, 390, 611]
efxaristirion-text: Οἱ ὑπογραφόμενοι, ἐπιβιβασθέντες διὰ τοῦ ἀτμοπλοίου «Χίος» καὶ λαβόντες τῇ προτροπῇ τοῦ κ. Πέτρου Στέλιου τὸ θαυμάσιον φάρμακον κατὰ τῆς ναυτιάσεως, διὰ τοῦτο ἔφυγεν ἀπὸ ἡμᾶς καὶ ἐκφράζομεν αὐτῷ τὰς θερμὰς εὐχαριστίας ἡμῶν πρὸς τὸν ἐφευρέτην κ. Στελλάκην. bbox=[763, 790, 1105, 861]
ad3-subtitle: ΦΩΤΟΒΟΛΙΔΕΣ ΝΕΟΥ ΣΥΣΤΗΜΑΤΟΣ bbox=[1167, 480, 1420, 496]
exchange-row-value: 108 bbox=[368, 640, 390, 654]
column-4: ΔΙΑ ΤΟΥΣ ΤΑΞΕΙΔΕΥΟΝΤΑΣ Τὸ φάρμακον κατὰ τῆς ναυτιάσεως, τὸ ὁποῖον ἀπ' αἰώνων κατέγεινε ν' ἀνακαλύψῃ ἡ ἐπιστήμη, ἐφεῦρεν ἐκ συμπτώσεως ὁ ναυτικὸς κ. Ἰω. Στελλάκης. Τὸ φάρμακον τοῦτο δοκιμασθὲν καὶ ἐξετασθὲν ὑπὸ τοῦ ἰατροῦ κ. Μητσοπούλου πωλεῖται ὑπὸ τὴν ἐγγύησιν αὐτοῦ ἐν τῷ Ζαχαροπλαστείῳ Παπαπαύλου, παρὰ τῷ σταθμῷ τῶν σιδηροδρόμων Ἀττικῆς. Ἰω. Στελλάκης καὶ Γ. Μητσόπουλος ●●●●●●●●●●●●●●●●●●●●●●●●●●●● ΓΝΗΣΙΟΝ ΜΟΥΡΟΥΝΕΛΑΙΟΝ ΝΟΡΒΗΓΙΑΣ ΠΡΟΣΦΑΤΟΝ Ἐκομίσθη εἰς τὸ ἐν Νεαπόλει Φαρμακεῖον Α. ΤΖΕΡΑΧΗ —Ὁδὸς Σόλωνος ἀριθ. 125— Ο ΗΛΙΟΣ ΦΩΤΟΒΟΛΙΔΕΣ ΝΕΟΥ ΣΥΣΤΗΜΑΤΟΣ Εἰδοποιῶ τὸ Σεβαστὸν κοινὸν ὅτι ἀνέλαβα ἐσχάτως τὴν ἀντιπροσωπείαν τοῦ ἀνωτέρω συστήματος τῶν φωτοβολίδων ἐκ τοῦ ἐν Βερολίνῳ Ἐμπορικοῦ οἴκου «Φρειδερίκου Σίμενς καὶ Σας». ΦΩΤΟΒΟΛΙΔΕΣ σχεδὸν ἐκ σύρματος διατηρούμεναι τοὐλάχιστον ἐπὶ ἔν ἔτος. Χρῆστος Βασιλόπουλος ΙΔΙΟΚΤΗΤΟΝ ΙΑΤΡΕΙΟΝ ΣΥΦΙΛΙΔΙΚΩΝ ΝΟΣΗΜΑΤΩΝ Νεωτάτη θεραπεία—Ἡ χρονία βλεννόρροια ἐντὸς 8 ἐπισκέψεων ὑπὸ εἰδικὸν μηχάνημα καὶ νέον φάρμακον κατὰ Ρωσικὴν μέθοδον πρωτοφανῆ ἐν Ἀθήναις. Καθ' ἑκάστην εἰς τὸ ἰατρεῖον ἐπισκέψεις. ΑΝΑΣΤ. ΔΟΥΣΗ ΠΑΠΑΧΑΤΖΗ Δέχεται 8—11 π. μ. 2—5 μ. μ. τὴν ἑσπέραν 7—9 —29—ὁδὸς Ἁγίων Κωνσταντίνων— ΜΕΓΑ ΓΑΛΑΚΤΟΠΩΛΕΙΟΝ Η «ΕΛΒΕΤΙΑ» 51. Πανεπιστημίου 51. Πλησίον τοῦ Ἀρσακείου. Εἰς τὸ περιώνυμον τοῦτο γαλακτοπωλεῖον τοῦ κ. Χαραλ. Κόρακα καθ' ἑκάστην εὑρίσκονται γάλα νωπὸν, γιαούρτη, βούτυρον, μυζήθρα, κρέμα, καϊμάκι καὶ σοκολάτα. Ἐκτελοῦνται παραγγελίαι δι' οἰκογενείας bbox=[1121, 150, 1466, 949]
fx-row bbox=[91, 790, 340, 804]
kyverniseos-title: ΕΦΗΜΕΡΙΣ ΤΗΣ ΚΥΒΕΡΝΗΣΕΩΣ bbox=[763, 412, 1105, 432]
exchange-row-label: Λαχεῖον Ἐθν. Τραπέζης bbox=[58, 669, 192, 683]
header-rule bbox=[58, 140, 1466, 142]
ad2-address: —Ὁδὸς Σόλωνος ἀριθ. 125— bbox=[1211, 409, 1375, 423]
exchange-date: Ἀθῆναι τῇ 13 Νοεμβρίου 1895. bbox=[125, 461, 323, 476]
efimeris-text: τῆς Κυβερνήσεως μᾶς ἀναγκάζει νὰ ἐπανέλθωμεν εἰς γεγονότα τὰ ὁποῖα ἀηδιάζομεν. Εἰς Ἀγγελόπουλος, ἀδελφὸς τοῦ παστρικοῦ βουλευτοῦ καὶ διευθυντοῦ τῆς «Παλιγγενεσίας» διωρίσθη εἰς τὴν λιμενικὴν ἐπιτροπὴν Πειραιῶς μ' ἐπιμίσθιον 200 δραχμῶν, ἂν ἀγαπᾶτε! Νὰ χαρούμε τὴν Κυβέρνησιν μας καὶ τὴν ἔντιμον συναδελφόν μας, ἥτις ἐν τῇ ἀνεξαρτησίᾳ τῆς τόσον ἀκριβὰ πωλεῖ τὰ ἄρθρα της. bbox=[58, 1155, 390, 1270]
loan-row-label: 1881 bbox=[58, 718, 87, 732]
exchange-row-label: » Θεσσαλίας bbox=[58, 582, 132, 596]
